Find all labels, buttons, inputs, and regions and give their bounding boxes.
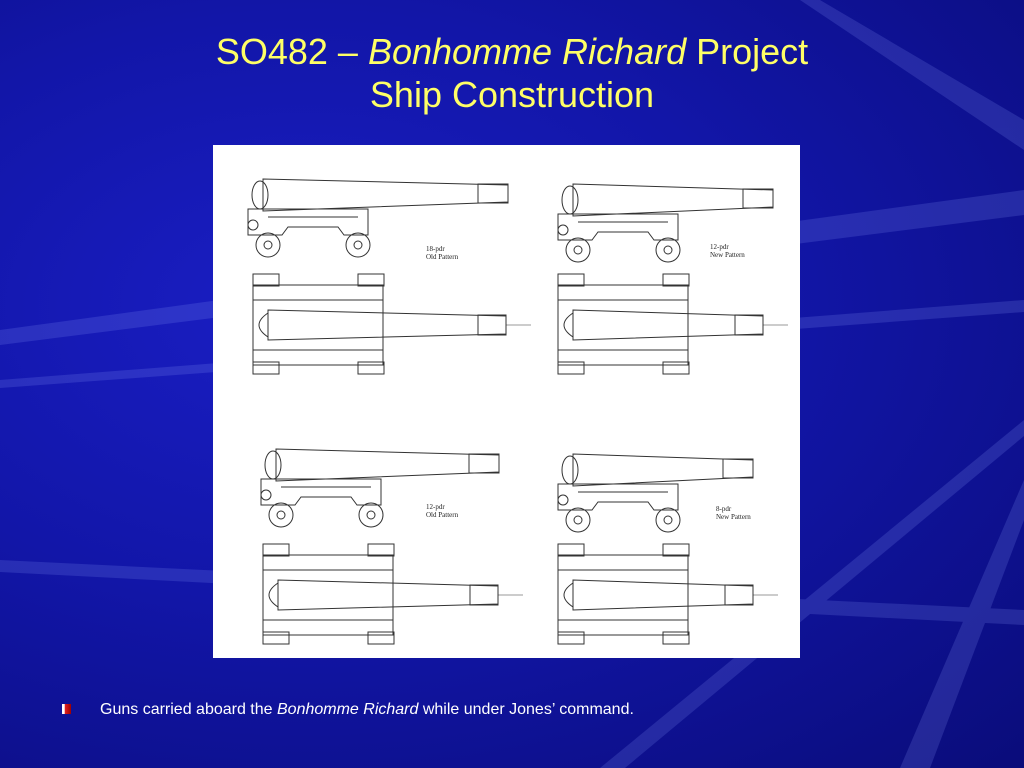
gun-12pdr-old-side-carriage — [261, 479, 381, 505]
caption-12pdr-new-size: 12-pdr — [710, 243, 729, 251]
gun-8pdr-side-ring — [558, 495, 568, 505]
gun-12pdr-new-plan-muzzle-plan — [735, 315, 763, 335]
caption-12pdr-new-pattern: New Pattern — [710, 251, 745, 259]
title-ship-name: Bonhomme Richard — [367, 31, 687, 72]
gun-8pdr-side-rear-hub — [664, 516, 672, 524]
caption-12pdr-new — [710, 243, 745, 259]
gun-8pdr-side-muzzle — [723, 459, 753, 478]
gun-12pdr-old-side-rear-wheel — [359, 503, 383, 527]
gun-18pdr-side-ring — [248, 220, 258, 230]
gun-8pdr-side-rear-wheel — [656, 508, 680, 532]
gun-12pdr-new-plan-truck-0 — [558, 274, 584, 286]
gun-12pdr-old-plan-cascabel — [269, 583, 278, 607]
gun-18pdr-plan-truck-1 — [253, 362, 279, 374]
gun-18pdr-side-carriage — [248, 209, 368, 235]
gun-8pdr-plan-truck-3 — [663, 632, 689, 644]
gun-18pdr-side-rear-hub — [354, 241, 362, 249]
gun-18pdr-plan-cascabel — [259, 313, 268, 337]
gun-12pdr-old-side-front-wheel — [269, 503, 293, 527]
caption-18pdr-pattern: Old Pattern — [426, 253, 459, 261]
caption-8pdr-size: 8-pdr — [716, 505, 732, 513]
gun-12pdr-new-plan-truck-1 — [558, 362, 584, 374]
gun-18pdr-side-front-wheel — [256, 233, 280, 257]
gun-12pdr-new-plan-truck-3 — [663, 362, 689, 374]
caption-8pdr — [716, 505, 751, 521]
gun-12pdr-old-plan-truck-0 — [263, 544, 289, 556]
gun-18pdr-side-barrel — [263, 179, 508, 211]
gun-8pdr-plan-muzzle-plan — [725, 585, 753, 605]
gun-12pdr-new-plan-bed — [558, 285, 688, 365]
gun-12pdr-old-plan-truck-3 — [368, 632, 394, 644]
gun-18pdr-plan-truck-2 — [358, 274, 384, 286]
title-prefix: SO482 – — [215, 31, 368, 72]
gun-12pdr-new-side-front-wheel — [566, 238, 590, 262]
bullet-text-after: while under Jones’ command. — [418, 701, 634, 718]
gun-12pdr-new-side-breech — [562, 186, 578, 214]
gun-18pdr-plan-bed — [253, 285, 383, 365]
caption-8pdr-pattern: New Pattern — [716, 513, 751, 521]
title-suffix: Project — [686, 31, 809, 72]
gun-12pdr-old-side-barrel — [276, 449, 499, 481]
gun-12pdr-new-plan-truck-2 — [663, 274, 689, 286]
caption-12pdr-old-pattern: Old Pattern — [426, 511, 459, 519]
gun-12pdr-old-side-breech — [265, 451, 281, 479]
bullet-text — [100, 700, 634, 720]
gun-18pdr-side-breech — [252, 181, 268, 209]
gun-8pdr-plan-truck-0 — [558, 544, 584, 556]
gun-12pdr-new-side-front-hub — [574, 246, 582, 254]
gun-18pdr-plan-muzzle-plan — [478, 315, 506, 335]
gun-18pdr-side-muzzle — [478, 184, 508, 203]
gun-12pdr-old-plan-barrel-plan — [278, 580, 498, 610]
gun-8pdr-plan-truck-2 — [663, 544, 689, 556]
caption-18pdr-size: 18-pdr — [426, 245, 445, 253]
gun-12pdr-old-side-ring — [261, 490, 271, 500]
gun-8pdr-plan-truck-1 — [558, 632, 584, 644]
gun-12pdr-old-side-rear-hub — [367, 511, 375, 519]
gun-12pdr-old-side-muzzle — [469, 454, 499, 473]
cannon-drawings-svg — [213, 145, 800, 658]
gun-18pdr-plan-truck-0 — [253, 274, 279, 286]
cannon-drawings-figure — [213, 145, 800, 658]
gun-18pdr-plan-truck-3 — [358, 362, 384, 374]
gun-8pdr-side-carriage — [558, 484, 678, 510]
caption-12pdr-old-size: 12-pdr — [426, 503, 445, 511]
title-line-2: Ship Construction — [369, 74, 655, 115]
gun-12pdr-new-side-ring — [558, 225, 568, 235]
caption-18pdr — [426, 245, 458, 261]
gun-8pdr-side-breech — [562, 456, 578, 484]
slide-title — [0, 30, 1024, 116]
gun-12pdr-new-side-rear-hub — [664, 246, 672, 254]
gun-12pdr-new-side-muzzle — [743, 189, 773, 208]
gun-12pdr-old-plan-truck-2 — [368, 544, 394, 556]
gun-12pdr-old-plan-truck-1 — [263, 632, 289, 644]
bullet-ship-name: Bonhomme Richard — [277, 701, 419, 718]
gun-12pdr-old-plan-muzzle-plan — [470, 585, 498, 605]
bullet-square-icon — [62, 704, 71, 714]
gun-18pdr-plan-barrel-plan — [268, 310, 506, 340]
gun-8pdr-plan-cascabel — [564, 583, 573, 607]
gun-18pdr-side-rear-wheel — [346, 233, 370, 257]
gun-12pdr-old-side-front-hub — [277, 511, 285, 519]
gun-12pdr-new-side-rear-wheel — [656, 238, 680, 262]
bullet-text-before: Guns carried aboard the — [100, 701, 277, 718]
gun-8pdr-side-front-hub — [574, 516, 582, 524]
gun-8pdr-plan-bed — [558, 555, 688, 635]
gun-12pdr-new-plan-cascabel — [564, 313, 573, 337]
gun-12pdr-old-plan-bed — [263, 555, 393, 635]
gun-18pdr-side-front-hub — [264, 241, 272, 249]
gun-12pdr-new-side-carriage — [558, 214, 678, 240]
caption-12pdr-old — [426, 503, 458, 519]
gun-8pdr-side-front-wheel — [566, 508, 590, 532]
title-line-1 — [0, 30, 1024, 73]
